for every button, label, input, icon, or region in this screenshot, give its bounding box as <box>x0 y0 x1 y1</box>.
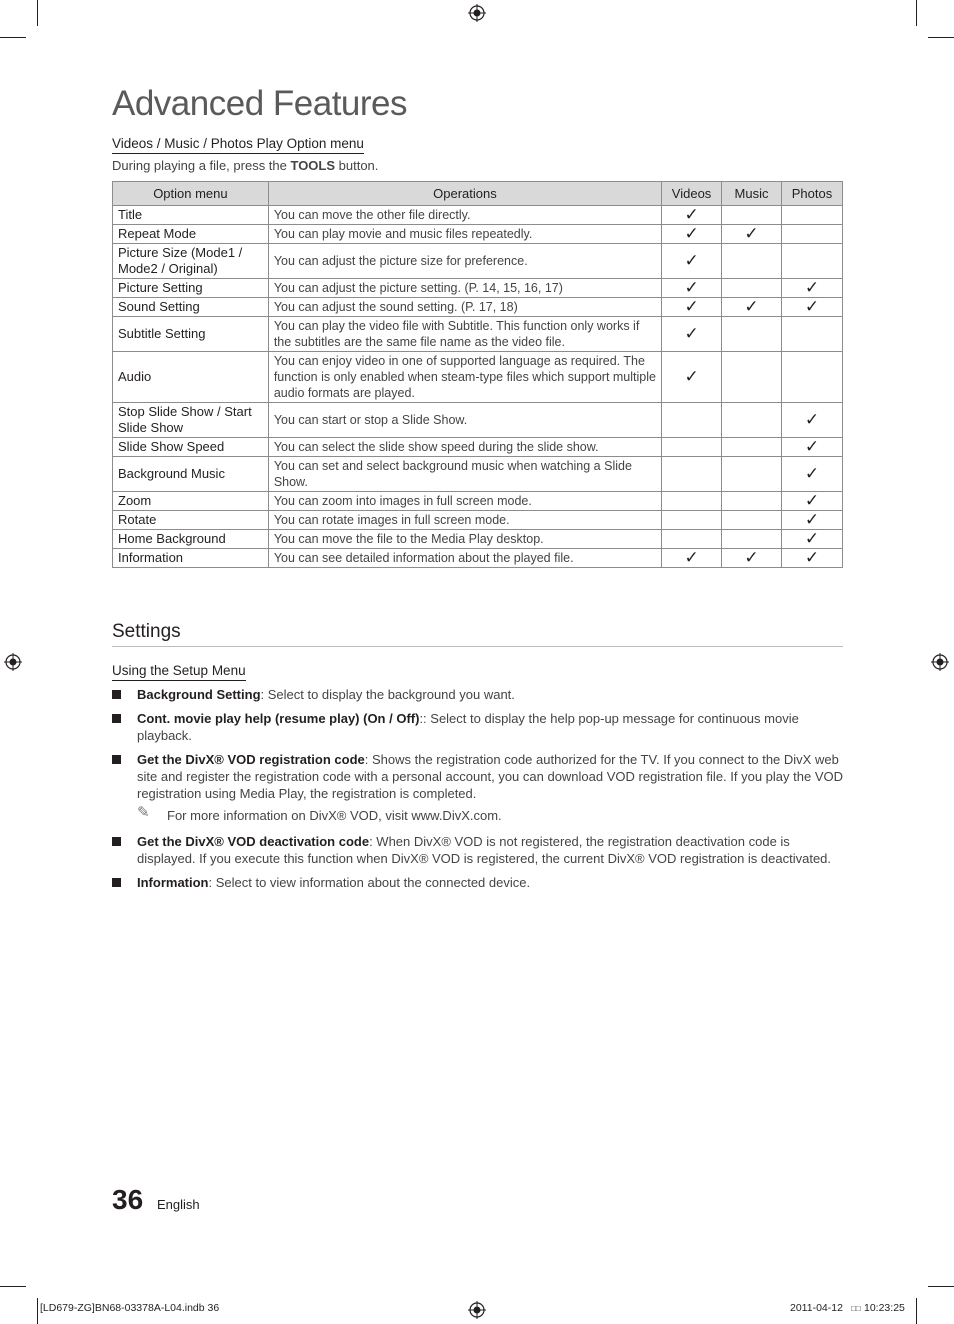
list-item <box>112 710 843 744</box>
play-option-heading: Videos / Music / Photos Play Option menu <box>112 136 364 154</box>
table-row <box>113 511 843 530</box>
music-check-cell: ✓ <box>722 298 782 317</box>
option-name-cell: Rotate <box>113 511 269 530</box>
option-name-cell: Zoom <box>113 492 269 511</box>
header-videos: Videos <box>662 182 722 206</box>
videos-check-cell: ✓ <box>662 317 722 352</box>
play-option-table <box>112 181 843 568</box>
table-row <box>113 492 843 511</box>
option-name-cell: Repeat Mode <box>113 225 269 244</box>
photos-check-cell <box>782 317 843 352</box>
settings-divider <box>112 646 843 647</box>
registration-mark-icon <box>931 653 949 671</box>
option-name-cell: Home Background <box>113 530 269 549</box>
photos-check-cell: ✓ <box>782 530 843 549</box>
option-name-cell: Picture Size (Mode1 / Mode2 / Original) <box>113 244 269 279</box>
videos-check-cell <box>662 438 722 457</box>
operations-cell: You can play movie and music files repeatedly. <box>268 225 661 244</box>
item-text: : Select to display the background you want. <box>260 687 515 702</box>
operations-cell: You can select the slide show speed during the slide show. <box>268 438 661 457</box>
music-check-cell <box>722 317 782 352</box>
table-row <box>113 225 843 244</box>
footer-time: 10:23:25 <box>864 1302 905 1314</box>
videos-check-cell: ✓ <box>662 206 722 225</box>
item-text: : Select to view information about the connected device. <box>208 875 531 890</box>
videos-check-cell: ✓ <box>662 352 722 403</box>
photos-check-cell: ✓ <box>782 279 843 298</box>
videos-check-cell: ✓ <box>662 549 722 568</box>
videos-check-cell <box>662 511 722 530</box>
music-check-cell <box>722 492 782 511</box>
photos-check-cell <box>782 206 843 225</box>
music-check-cell <box>722 530 782 549</box>
table-row <box>113 403 843 438</box>
footer-time-icon: □□ <box>851 1304 861 1313</box>
list-item <box>112 874 843 891</box>
bullet-square-icon <box>112 755 121 764</box>
option-name-cell: Slide Show Speed <box>113 438 269 457</box>
table-row <box>113 457 843 492</box>
table-body <box>113 206 843 568</box>
header-photos: Photos <box>782 182 843 206</box>
videos-check-cell: ✓ <box>662 279 722 298</box>
registration-mark-icon <box>468 1301 486 1319</box>
music-check-cell <box>722 457 782 492</box>
table-row <box>113 244 843 279</box>
crop-mark <box>37 0 38 26</box>
bullet-square-icon <box>112 714 121 723</box>
page-title: Advanced Features <box>112 84 408 123</box>
option-name-cell: Stop Slide Show / Start Slide Show <box>113 403 269 438</box>
option-name-cell: Background Music <box>113 457 269 492</box>
music-check-cell <box>722 438 782 457</box>
list-item <box>112 833 843 867</box>
footer-date: 2011-04-12 <box>790 1302 843 1314</box>
crop-mark <box>0 1286 26 1287</box>
option-name-cell: Title <box>113 206 269 225</box>
operations-cell: You can adjust the picture size for preference. <box>268 244 661 279</box>
operations-cell: You can rotate images in full screen mode. <box>268 511 661 530</box>
intro-text-end: button. <box>335 158 379 173</box>
music-check-cell: ✓ <box>722 225 782 244</box>
pencil-note-icon: ✎ <box>137 804 150 821</box>
operations-cell: You can adjust the picture setting. (P. 14, 15, 16, 17) <box>268 279 661 298</box>
crop-mark <box>0 37 26 38</box>
videos-check-cell <box>662 530 722 549</box>
item-label: Background Setting <box>137 687 261 702</box>
header-operations: Operations <box>268 182 661 206</box>
footer-file: [LD679-ZG]BN68-03378A-L04.indb 36 <box>40 1302 220 1314</box>
item-label: Get the DivX® VOD registration code <box>137 752 365 767</box>
item-label: Information <box>137 875 209 890</box>
table-row <box>113 530 843 549</box>
header-music: Music <box>722 182 782 206</box>
bullet-square-icon <box>112 837 121 846</box>
note-text: For more information on DivX® VOD, visit www.DivX.com. <box>167 808 502 823</box>
table-row <box>113 549 843 568</box>
photos-check-cell: ✓ <box>782 457 843 492</box>
item-label: Get the DivX® VOD deactivation code <box>137 834 370 849</box>
table-row <box>113 298 843 317</box>
operations-cell: You can move the other file directly. <box>268 206 661 225</box>
setup-menu-heading: Using the Setup Menu <box>112 663 246 681</box>
option-name-cell: Information <box>113 549 269 568</box>
table-row <box>113 438 843 457</box>
photos-check-cell <box>782 244 843 279</box>
music-check-cell <box>722 206 782 225</box>
option-name-cell: Subtitle Setting <box>113 317 269 352</box>
photos-check-cell: ✓ <box>782 549 843 568</box>
bullet-square-icon <box>112 690 121 699</box>
music-check-cell <box>722 244 782 279</box>
photos-check-cell: ✓ <box>782 511 843 530</box>
music-check-cell <box>722 352 782 403</box>
table-header-row <box>113 182 843 206</box>
videos-check-cell: ✓ <box>662 244 722 279</box>
list-item <box>112 686 843 703</box>
videos-check-cell <box>662 457 722 492</box>
videos-check-cell: ✓ <box>662 225 722 244</box>
music-check-cell <box>722 279 782 298</box>
header-option-menu: Option menu <box>113 182 269 206</box>
photos-check-cell: ✓ <box>782 438 843 457</box>
operations-cell: You can start or stop a Slide Show. <box>268 403 661 438</box>
operations-cell: You can see detailed information about the played file. <box>268 549 661 568</box>
page-language: English <box>157 1197 200 1212</box>
crop-mark <box>916 0 917 26</box>
crop-mark <box>928 37 954 38</box>
table-row <box>113 317 843 352</box>
music-check-cell <box>722 403 782 438</box>
table-row <box>113 279 843 298</box>
operations-cell: You can set and select background music when watching a Slide Show. <box>268 457 661 492</box>
option-name-cell: Sound Setting <box>113 298 269 317</box>
bullet-square-icon <box>112 878 121 887</box>
operations-cell: You can zoom into images in full screen mode. <box>268 492 661 511</box>
play-option-intro <box>112 158 378 173</box>
music-check-cell: ✓ <box>722 549 782 568</box>
intro-text: During playing a file, press the <box>112 158 291 173</box>
item-text: :: Select to display the help pop-up message for continuous movie playback. <box>137 711 799 743</box>
item-label: Cont. movie play help (resume play) (On / Off) <box>137 711 420 726</box>
videos-check-cell: ✓ <box>662 298 722 317</box>
photos-check-cell: ✓ <box>782 492 843 511</box>
table-row <box>113 352 843 403</box>
item-text: : Shows the registration code authorized for the TV. If you connect to the DivX web site and register the registration code with a personal account, you can download VOD registration file. If you play the VOD registration using Media Play, the registration is completed. <box>137 752 843 801</box>
list-item <box>112 751 843 824</box>
item-text: : When DivX® VOD is not registered, the registration deactivation code is displayed. If you execute this function when DivX® VOD is registered, the current DivX® VOD registration is deactivated. <box>137 834 832 866</box>
operations-cell: You can play the video file with Subtitle. This function only works if the subtitles are the same file name as the video file. <box>268 317 661 352</box>
photos-check-cell: ✓ <box>782 403 843 438</box>
photos-check-cell <box>782 225 843 244</box>
tools-key: TOOLS <box>290 158 336 173</box>
operations-cell: You can move the file to the Media Play desktop. <box>268 530 661 549</box>
crop-mark <box>916 1298 917 1324</box>
photos-check-cell <box>782 352 843 403</box>
operations-cell: You can adjust the sound setting. (P. 17, 18) <box>268 298 661 317</box>
settings-title: Settings <box>112 621 181 642</box>
videos-check-cell <box>662 492 722 511</box>
music-check-cell <box>722 511 782 530</box>
photos-check-cell: ✓ <box>782 298 843 317</box>
table-row <box>113 206 843 225</box>
operations-cell: You can enjoy video in one of supported language as required. The function is only enabled when steam-type files which support multiple audio formats are played. <box>268 352 661 403</box>
settings-list <box>112 686 843 898</box>
videos-check-cell <box>662 403 722 438</box>
page-number: 36 <box>112 1184 144 1215</box>
option-name-cell: Audio <box>113 352 269 403</box>
crop-mark <box>37 1298 38 1324</box>
registration-mark-icon <box>4 653 22 671</box>
crop-mark <box>928 1286 954 1287</box>
registration-mark-icon <box>468 4 486 22</box>
note <box>112 804 843 824</box>
option-name-cell: Picture Setting <box>113 279 269 298</box>
